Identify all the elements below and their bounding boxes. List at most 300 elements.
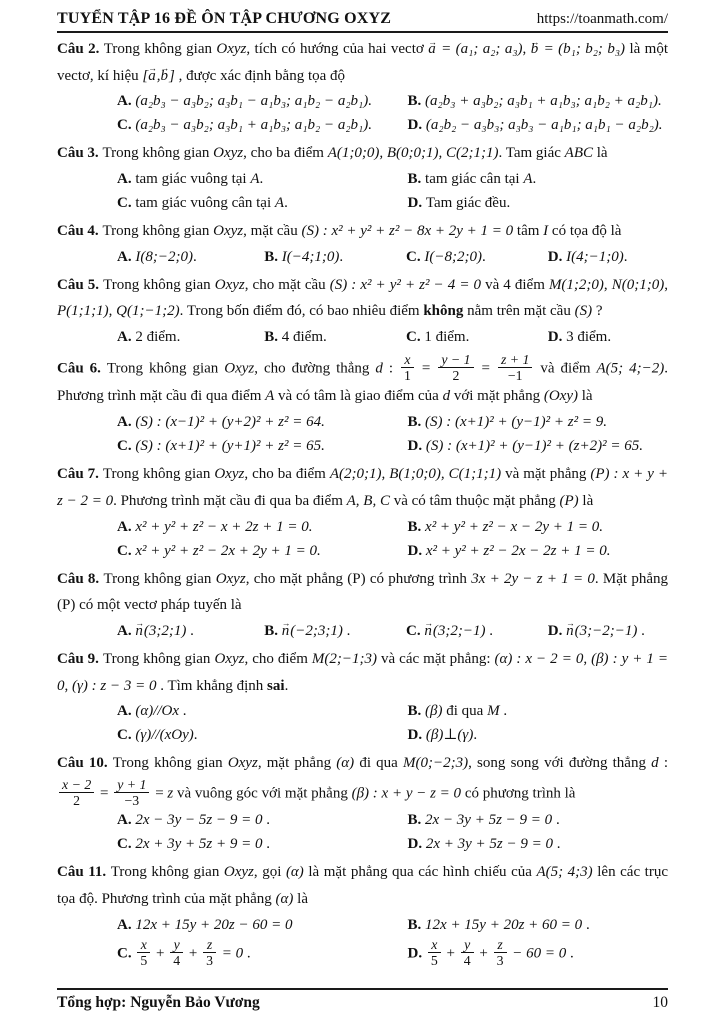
text-run: , [664,276,668,293]
fraction-numerator: x [428,937,441,953]
text-run: , song song với đường thẳng [468,755,652,772]
text-run: P(1;1;1) [57,303,109,320]
text-run: + [475,945,492,962]
answer-option [117,913,404,937]
text-run: = (a₁; a₂; a₃) [436,41,523,57]
text-run: , tích có hướng của hai vectơ [246,41,429,57]
text-run: : [382,360,400,377]
source-url-link[interactable]: https://toanmath.com/ [536,11,668,27]
text-run: . [637,622,645,639]
text-run: . [582,916,590,933]
option-label: A. [117,518,136,535]
question [57,750,668,856]
text-run: đi qua [354,755,404,772]
text-run: Trong không gian [102,650,215,667]
text-run: Trong không gian [110,864,224,881]
text-run: tam giác vuông cân tại [135,195,275,212]
text-run: ABC [564,145,593,162]
text-run: , [583,650,592,667]
text-run: không [423,303,464,320]
text-run: . [623,248,628,265]
text-run: Oxyz [213,145,244,162]
text-run: 3 điểm. [566,329,612,346]
text-run: + [152,945,169,962]
answer-option [408,515,661,539]
text-run: (α) [285,864,304,881]
answer-option [264,245,402,269]
question-label: Câu 9. [57,650,103,667]
fraction [498,352,532,383]
text-run: d [442,388,451,405]
text-run: là [593,145,608,162]
text-run: N(0;1;0) [611,276,665,293]
text-run: A(1;0;0), B(0;0;1), C(2;1;1) [327,145,499,162]
text-run: . [339,248,344,265]
question-stem [57,272,668,325]
text-run: Oxyz [223,864,254,881]
text-run: 2x + 3y + 5z + 9 = 0 [135,836,263,853]
text-run: 2x − 3y + 5z − 9 = 0 [425,812,553,829]
text-run: (S) : x² + y² + z² − 8x + 2y + 1 = 0 [301,223,514,240]
text-run: là mặt phẳng qua các hình chiếu của [303,864,537,881]
answer-option [408,699,661,723]
question-stem [57,140,668,167]
question-stem [57,750,668,808]
text-run: , cho mặt cầu [244,276,330,293]
answer-option [408,113,661,137]
text-run: A [523,171,533,188]
text-run: 3x + 2y − z + 1 = 0 [471,570,595,587]
text-run: và điểm [534,360,597,377]
text-run: là một vectơ, kí hiệu [57,41,669,84]
text-run: A(5; 4;3) [536,864,593,881]
option-label: D. [407,836,426,853]
question [57,36,668,137]
option-label: D. [547,248,567,265]
text-run: (Oxy) [543,388,578,405]
text-run: (P) [559,492,579,509]
page-number: 10 [652,994,668,1011]
text-run: Oxyz [224,360,255,377]
text-run: . [284,195,288,212]
text-run: I [281,248,287,265]
text-run: 4 điểm. [281,329,327,346]
text-run: d [651,755,659,772]
text-run: Trong không gian [103,276,215,293]
question-stem [57,461,668,514]
text-run: . [186,622,194,639]
vector-notation: → a [428,41,436,57]
text-run: sai [267,677,285,694]
answer-option [117,808,404,832]
text-run: (−8;2;0) [429,248,482,265]
text-run: , [522,41,531,57]
text-run: I [566,248,572,265]
option-label: C. [117,542,136,559]
option-label: A. [117,329,136,346]
answer-option [264,619,402,643]
fraction-numerator: y [461,937,474,953]
answer-option [408,539,661,563]
fraction-denominator: 3 [496,952,504,968]
fraction [438,352,473,383]
question-label: Câu 3. [57,145,103,162]
text-run: − 60 = 0 [508,945,567,962]
question-stem [57,218,668,245]
option-label: D. [407,727,426,744]
text-run: = [96,785,113,802]
text-run: có phương trình là [461,785,576,802]
fraction-denominator: −3 [124,793,140,809]
text-run: tâm [513,223,544,240]
option-label: B. [407,414,426,431]
text-run: I [424,248,430,265]
text-run: (α)//Ox [135,703,180,720]
answer-option [548,619,669,643]
text-run: = [151,785,168,802]
fraction-numerator: y − 1 [438,352,473,368]
option-label: B. [407,171,426,188]
text-run: = [415,360,437,377]
option-label: B. [407,812,426,829]
text-run: d [375,360,383,377]
fraction-numerator: z [494,937,507,953]
fraction [203,937,216,968]
question [57,140,668,215]
question [57,859,668,968]
fraction-denominator: 2 [73,793,81,809]
text-run: đi qua [442,703,488,720]
text-run: . Tam giác [498,145,565,162]
answer-option [408,937,661,968]
fraction-numerator: x [401,352,414,368]
answer-option [117,539,404,563]
text-run: (α) : x − 2 = 0 [494,650,584,667]
answer-options [57,325,668,349]
fraction [494,937,507,968]
text-run: , cho ba điểm [244,466,330,483]
text-run: (S) : (x+1)² + (y−1)² + (z+2)² = 65. [425,438,643,455]
option-label: A. [117,93,136,110]
option-label: A. [117,171,136,188]
text-run: Oxyz [215,570,246,587]
text-run: ? [592,303,603,320]
text-run: . Mặt phẳng (P) có một vectơ pháp tuyến là [57,570,668,614]
text-run: là [577,388,593,405]
text-run: (a₂b₃ − a₃b₂; a₃b₁ − a₁b₃; a₁b₂ − a₂b₁). [135,93,373,110]
text-run: Oxyz [213,223,244,240]
fraction [137,937,150,968]
text-run: Oxyz [214,466,245,483]
text-run: . [481,248,486,265]
text-run: . Trong bốn điểm đó, có bao nhiêu điểm [179,303,424,320]
text-run: [ [142,67,149,84]
question-stem [57,646,668,699]
text-run: , [156,67,161,84]
fraction-numerator: x [137,937,150,953]
fraction [114,777,149,808]
text-run: A, B, C [346,492,390,509]
answer-options [57,913,668,968]
page-header [57,10,668,33]
text-run: . [262,812,270,829]
option-label: B. [407,703,426,720]
question-label: Câu 10. [57,755,113,772]
text-run: z [167,785,174,802]
text-run: Oxyz [227,755,258,772]
question-label: Câu 8. [57,570,104,587]
question-stem [57,566,668,619]
text-run: (β) : x + y − z = 0 [351,785,462,802]
text-run: (3;−2;−1) [574,622,638,639]
answer-option [117,699,404,723]
text-run: Trong không gian [103,41,217,57]
text-run: (γ)//(xOy) [135,727,194,744]
option-label: D. [407,117,426,134]
answer-options [57,410,668,458]
question [57,566,668,643]
fraction-denominator: −1 [507,368,523,384]
text-run: = (b₁; b₂; b₃) [539,41,626,57]
text-run: M(2;−1;3) [311,650,377,667]
text-run: 12x + 15y + 20z + 60 = 0 [425,916,583,933]
question-label: Câu 6. [57,360,107,377]
text-run: nằm trên mặt cầu [463,303,575,320]
answer-option [117,832,404,856]
text-run: tam giác vuông tại [135,171,251,188]
fraction [170,937,183,968]
text-run: (4;−1;0) [571,248,624,265]
answer-option [117,723,404,747]
text-run: . [342,622,351,639]
text-run: (S) : (x+1)² + (y−1)² + z² = 9. [425,414,608,431]
answer-option [117,113,404,137]
text-run: (8;−2;0) [140,248,193,265]
question-label: Câu 4. [57,223,103,240]
text-run: (β) [425,703,443,720]
text-run: I [135,248,141,265]
text-run: A [265,388,275,405]
option-label: A. [117,916,136,933]
option-label: B. [407,518,426,535]
option-label: C. [117,117,136,134]
vector-notation: → n [566,623,574,639]
fraction-denominator: 2 [452,368,460,384]
text-run: A [274,195,285,212]
text-run: (S) : (x−1)² + (y+2)² + z² = 64. [135,414,325,431]
text-run: (γ) : z − 3 = 0 [72,677,157,694]
vector-notation: → a [148,68,156,84]
text-run: . [499,703,508,720]
text-run: . [179,703,187,720]
answer-option [408,410,661,434]
answer-option [548,245,669,269]
option-label: B. [264,329,282,346]
option-label: C. [117,727,136,744]
text-run: ] [169,67,175,84]
text-run: . [192,248,197,265]
question-label: Câu 5. [57,276,104,293]
fraction-denominator: 3 [206,952,213,968]
text-run: . [552,812,560,829]
answer-options [57,619,668,643]
text-run: , gọi [253,864,286,881]
text-run: x² + y² + z² − x + 2z + 1 = 0. [135,518,313,535]
text-run: , cho mặt phẳng (P) có phương trình [245,570,472,587]
text-run: 2x + 3y + 5z − 9 = 0 [425,836,554,853]
option-label: D. [407,195,426,212]
text-run: , [603,276,612,293]
fraction-denominator: 1 [404,368,411,384]
option-label: B. [407,916,426,933]
answer-option [408,434,661,458]
vector-notation: → n [282,623,290,639]
option-label: C. [117,438,136,455]
text-run: : [658,755,668,772]
vector-notation: → b [161,68,169,84]
text-run: (−4;1;0) [286,248,340,265]
text-run: Trong không gian [102,466,215,483]
text-run: . [262,836,270,853]
option-label: A. [117,248,136,265]
vector-notation: → n [135,623,143,639]
text-run: (β)⊥(γ) [425,727,474,744]
option-label: D. [407,438,426,455]
text-run: M [487,703,500,720]
text-run: M(1;2;0) [548,276,604,293]
text-run: tam giác cân tại [425,171,524,188]
answer-option [264,325,402,349]
text-run: = 0 [218,945,244,962]
text-run: (α) [275,891,294,907]
text-run: , mặt phẳng [257,755,337,772]
question [57,272,668,349]
text-run: x² + y² + z² − 2x − 2z + 1 = 0. [425,542,611,559]
page-footer [57,988,668,1012]
text-run: (S) : (x+1)² + (y+1)² + z² = 65. [135,438,325,455]
fraction-numerator: y + 1 [114,777,149,793]
question [57,461,668,562]
fraction [428,937,441,968]
option-label: D. [547,622,567,639]
text-run: với mặt phẳng [450,388,544,405]
text-run: (3;2;1) [143,622,187,639]
text-run: và có tâm là giao điểm của [274,388,443,405]
text-run: . [193,727,198,744]
text-run: Trong không gian [102,223,214,240]
option-label: B. [407,93,426,110]
option-label: A. [117,414,136,431]
text-run: M(0;−2;3) [403,755,469,772]
text-run: Tam giác đều. [425,195,511,212]
text-run: . [259,171,264,188]
option-label: A. [117,622,136,639]
text-run: Oxyz [214,276,245,293]
text-run: và vuông góc với mặt phẳng [173,785,352,802]
text-run: 2 điểm. [135,329,181,346]
answer-option [408,913,661,937]
fraction-numerator: z + 1 [498,352,532,368]
text-run: , [108,303,117,320]
text-run: (−2;3;1) [290,622,343,639]
text-run: (S) [574,303,593,320]
answer-option [406,245,544,269]
answer-option [117,410,404,434]
text-run: Oxyz [214,650,245,667]
text-run: x² + y² + z² − x − 2y + 1 = 0. [425,518,603,535]
question-stem [57,352,668,410]
fraction-numerator: y [170,937,183,953]
text-run: và 4 điểm [481,276,549,293]
text-run: A(5; 4;−2) [596,360,665,377]
text-run: (a₂b₃ − a₃b₂; a₃b₁ + a₁b₃; a₁b₂ − a₂b₁). [135,117,373,134]
text-run: (a₂b₂ − a₃b₃; a₃b₃ − a₁b₁; a₁b₁ − a₂b₂). [425,117,663,134]
fraction-denominator: 5 [140,952,148,968]
option-label: C. [117,836,136,853]
answer-option [408,723,661,747]
answer-option [117,515,404,539]
text-run: (α) [336,755,355,772]
text-run: I [543,223,549,240]
text-run: = [475,360,496,377]
answer-option [117,245,260,269]
question [57,352,668,458]
answer-option [406,619,544,643]
text-run: Trong không gian [112,755,228,772]
answer-option [408,89,661,113]
question [57,646,668,747]
text-run: , [64,677,72,694]
option-label: C. [406,622,425,639]
option-label: C. [117,945,136,962]
text-run: + [185,945,202,962]
question [57,218,668,269]
fraction [401,352,414,383]
question-stem [57,36,668,89]
text-run: 12x + 15y + 20z − 60 = 0 [135,916,293,933]
fraction-denominator: 4 [463,952,471,968]
fraction [461,937,474,968]
text-run: , mặt cầu [243,223,302,240]
answer-option [117,191,404,215]
question-label: Câu 2. [57,41,104,57]
text-run: . [566,945,574,962]
text-run: Trong không gian [103,570,216,587]
text-run: là [578,492,594,509]
answer-option [117,434,404,458]
text-run: . [473,727,478,744]
answer-option [117,619,260,643]
text-run: Trong không gian [106,360,225,377]
answer-option [408,167,661,191]
answer-options [57,699,668,747]
answer-option [406,325,544,349]
fraction [59,777,94,808]
answer-option [117,167,404,191]
option-label: B. [264,248,282,265]
text-run: x² + y² + z² − 2x + 2y + 1 = 0. [135,542,321,559]
option-label: C. [117,195,136,212]
question-list [57,36,668,968]
text-run: . [553,836,561,853]
footer-author: Tổng hợp: Nguyễn Bảo Vương [57,994,260,1011]
vector-notation: → n [424,623,432,639]
answer-option [408,832,661,856]
text-run: và các mặt phẳng: [377,650,495,667]
text-run: , được xác định bằng tọa độ [174,67,346,84]
text-run: Q(1;−1;2) [116,303,180,320]
text-run: , cho điểm [244,650,312,667]
